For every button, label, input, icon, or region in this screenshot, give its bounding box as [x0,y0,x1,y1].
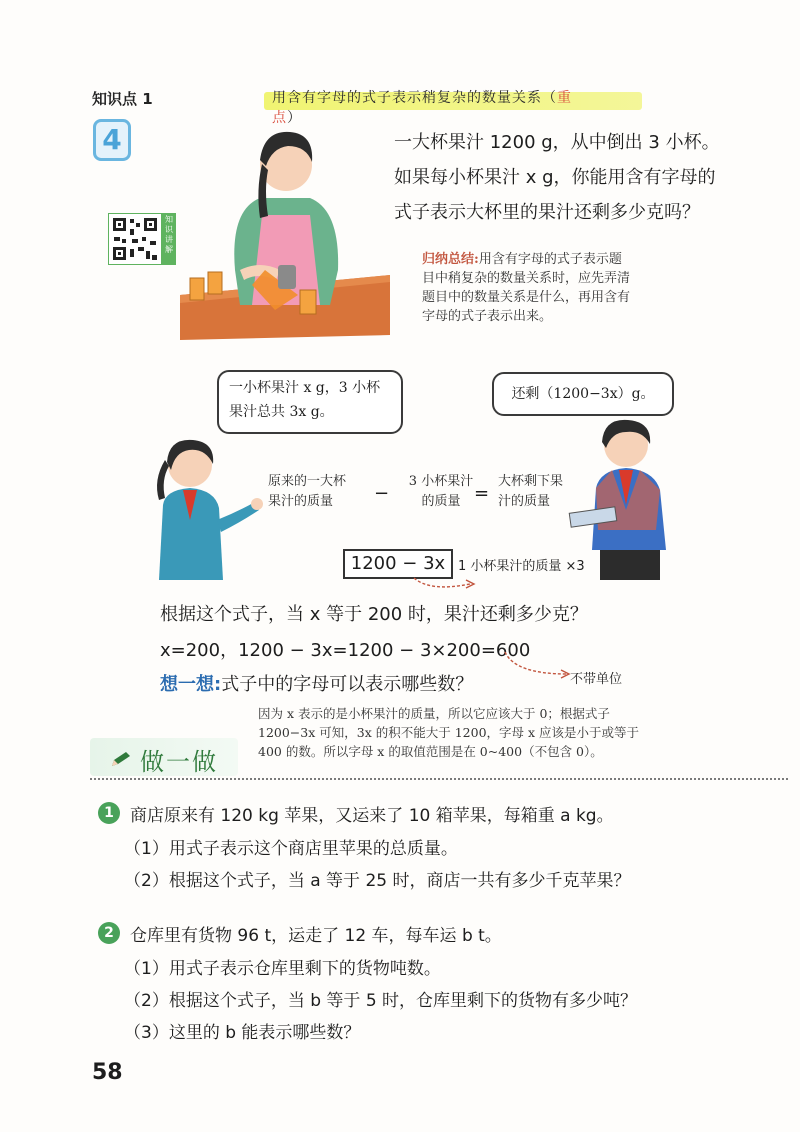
knowledge-point-label: 知识点 1 [92,90,153,108]
girl-illustration [145,430,265,580]
exercise-2-stem: 仓库里有货物 96 t，运走了 12 车，每车运 b t。 [130,926,502,946]
pencil-icon [110,750,134,768]
summary-label: 归纳总结: [422,252,479,267]
minus-sign: − [374,483,390,504]
no-unit-note: 不带单位 [570,672,623,687]
formula-arrow [410,576,480,594]
exercise-2-sub1: （1）用式子表示仓库里剩下的货物吨数。 [124,959,441,979]
relation-three-cups-mass: 3 小杯果汁 的质量 [408,474,474,509]
think-line: 想一想:式子中的字母可以表示哪些数？ [160,674,474,695]
no-unit-arrow [495,650,575,680]
calculation-line: x=200，1200 − 3x=1200 − 3×200=600 [160,640,531,661]
summary-box: 归纳总结:用含有字母的式子表示题 目中稍复杂的数量关系时，应先弄清 题目中的数量关系是什么，再用含有 字母的式子表示出来。 [422,252,631,324]
qr-code-icon[interactable] [108,213,162,265]
exercise-1-sub1: （1）用式子表示这个商店里苹果的总质量。 [124,839,458,859]
girl-speech-bubble: 一小杯果汁 x g，3 小杯 果汁总共 3x g。 [217,370,403,434]
example-number-badge: 4 [93,119,131,161]
problem-line: 如果每小杯果汁 x g，你能用含有字母的 [394,167,716,188]
knowledge-point-header [92,84,592,126]
exercise-2-sub2: （2）根据这个式子，当 b 等于 5 时，仓库里剩下的货物有多少吨？ [124,991,638,1011]
practice-banner-title: 做一做 [140,748,218,776]
qr-tag-label: 知识讲解 [162,213,176,265]
exercise-1-sub2: （2）根据这个式子，当 a 等于 25 时，商店一共有多少千克苹果？ [124,871,631,891]
knowledge-point-title: 用含有字母的式子表示稍复杂的数量关系（重点） [272,90,572,126]
exercise-1-number: 1 [98,802,120,824]
formula-box: 1200 − 3x [343,549,453,579]
page-number: 58 [92,1060,123,1085]
problem-statement [394,125,734,230]
equals-sign: = [474,483,490,504]
exercise-2-sub3: （3）这里的 b 能表示哪些数？ [124,1023,361,1043]
exercise-1-stem: 商店原来有 120 kg 苹果，又运来了 10 箱苹果，每箱重 a kg。 [130,806,614,826]
relation-remaining-mass: 大杯剩下果 汁的质量 [498,474,564,509]
explanation-text: 因为 x 表示的是小杯果汁的质量，所以它应该大于 0；根据式子 1200−3x 可知，3x 的积不能大于 1200，字母 x 应该是小于或等于 400 的数。所以字母 x 的取值范围是在 0~400（不包含 0）。 [258,706,640,759]
exercise-2-number: 2 [98,922,120,944]
boy-speech-bubble: 还剩（1200−3x）g。 [492,372,674,416]
problem-line: 式子表示大杯里的果汁还剩多少克吗？ [394,202,700,223]
formula-note: 1 小杯果汁的质量 ×3 [458,559,585,574]
dotted-divider [90,778,788,780]
relation-original-mass: 原来的一大杯 果汁的质量 [268,474,347,509]
question-line: 根据这个式子，当 x 等于 200 时，果汁还剩多少克？ [160,604,588,625]
problem-line: 一大杯果汁 1200 g，从中倒出 3 小杯。 [394,132,720,153]
woman-pouring-juice-illustration [180,120,390,340]
think-label: 想一想: [160,674,222,695]
